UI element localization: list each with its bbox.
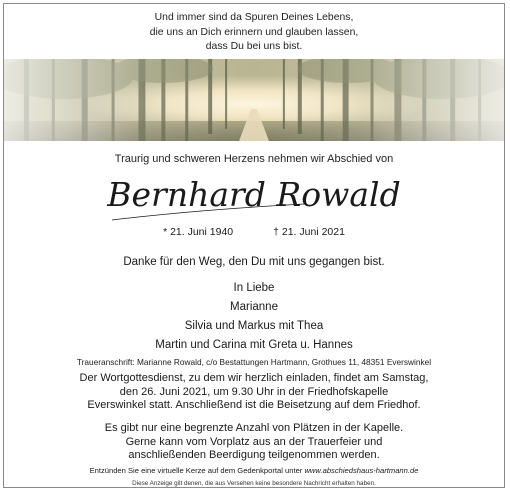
death-date: † 21. Juni 2021 <box>273 226 345 238</box>
verse-line: dass Du bei uns bist. <box>205 41 303 52</box>
disclaimer: Diese Anzeige gilt denen, die aus Versehen keine besondere Nachricht erhalten haben. <box>132 480 376 487</box>
family-line: Martin und Carina mit Greta u. Hannes <box>155 339 353 351</box>
candle-text: Entzünden Sie eine virtuelle Kerze auf dem Gedenkportal unter <box>89 466 303 475</box>
verse-line: die uns an Dich erinnern und glauben lassen, <box>149 26 359 38</box>
notice-line: Gerne kann vom Vorplatz aus an der Trauerfeier und <box>125 435 383 448</box>
family-line: In Liebe <box>233 282 275 294</box>
intro-text: Traurig und schweren Herzens nehmen wir Abschied von <box>114 153 394 165</box>
family-line: Marianne <box>230 301 278 313</box>
verse-line: Und immer sind da Spuren Deines Lebens, <box>154 12 354 23</box>
notice-line: Es gibt nur eine begrenzte Anzahl von Plätzen in der Kapelle. <box>104 422 404 434</box>
service-line: Everswinkel statt. Anschließend ist die Beisetzung auf dem Friedhof. <box>87 399 421 411</box>
forest-path-photo <box>4 59 504 141</box>
candle-note <box>4 466 504 475</box>
verse <box>4 11 504 55</box>
service-info <box>4 372 504 413</box>
birth-date: * 21. Juni 1940 <box>163 226 234 238</box>
deceased-name-signature <box>74 170 434 226</box>
notice-line: anschließenden Beerdigung teilgenommen werden. <box>128 449 380 461</box>
obituary-card <box>3 3 505 488</box>
mourning-address: Traueranschrift: Marianne Rowald, c/o Bestattungen Hartmann, Grothues 11, 48351 Everswinkel <box>76 357 432 367</box>
deceased-name: Bernhard Rowald <box>107 175 401 214</box>
service-line: Der Wortgottesdienst, zu dem wir herzlich einladen, findet am Samstag, <box>79 372 429 384</box>
family-line: Silvia und Markus mit Thea <box>184 320 324 332</box>
family-signoff <box>4 279 504 355</box>
seating-notice <box>4 422 504 463</box>
service-line: den 26. Juni 2021, um 9.30 Uhr in der Friedhofskapelle <box>119 385 389 398</box>
memorial-url[interactable]: www.abschiedshaus-hartmann.de <box>304 466 419 475</box>
thanks-line: Danke für den Weg, den Du mit uns gegangen bist. <box>123 256 385 268</box>
life-dates <box>4 226 504 238</box>
